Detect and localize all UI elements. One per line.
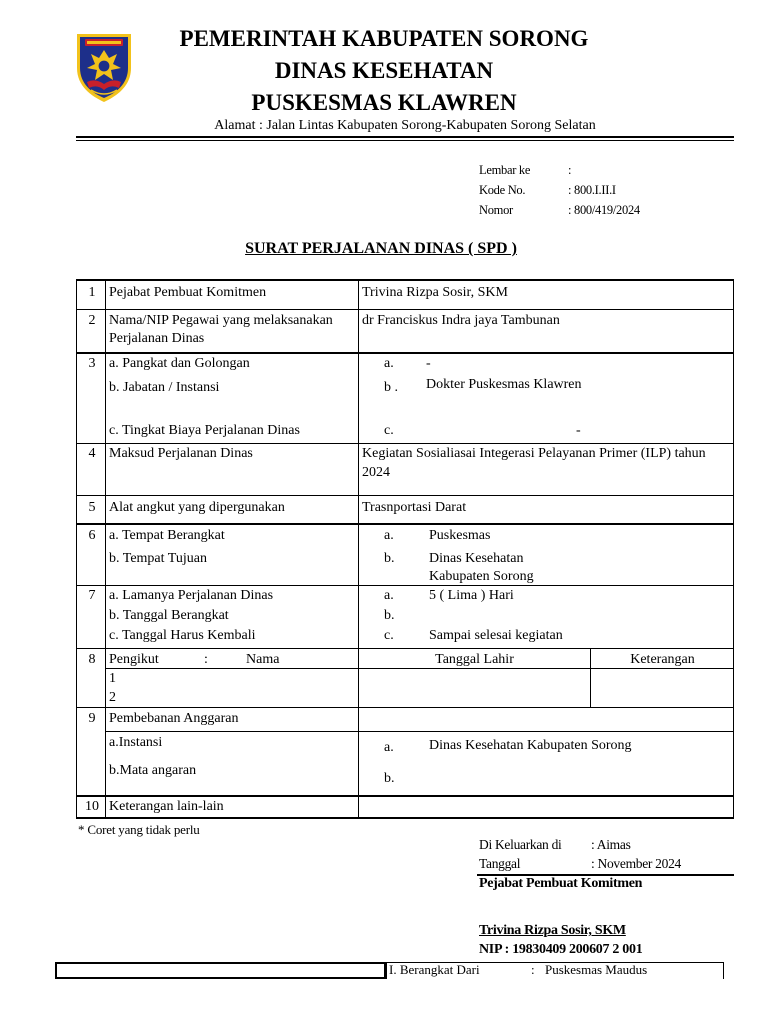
transport-label: Alat angkut yang dipergunakan: [109, 500, 285, 515]
row-divider: [77, 443, 733, 444]
document-title: SURAT PERJALANAN DINAS ( SPD ): [245, 240, 517, 257]
departure-from-label: I. Berangkat Dari: [389, 962, 480, 977]
row-number: 6: [88, 528, 96, 543]
item-key: b.: [384, 771, 395, 786]
header-address: Alamat : Jalan Lintas Kabupaten Sorong-Kabupaten Sorong Selatan: [214, 118, 596, 133]
purpose-label: Maksud Perjalanan Dinas: [109, 446, 253, 461]
other-notes-label: Keterangan lain-lain: [109, 799, 224, 814]
rank-label: a. Pangkat dan Golongan: [109, 356, 250, 371]
transport-value: Trasnportasi Darat: [362, 500, 467, 515]
item-key: b.: [384, 608, 395, 623]
item-key: a.: [384, 740, 394, 755]
row-number: 4: [88, 446, 96, 461]
agency-value: Dinas Kesehatan Kabupaten Sorong: [429, 738, 632, 753]
official-title: Pejabat Pembuat Komitmen: [479, 876, 643, 891]
row-divider: [77, 523, 733, 525]
meta-value: :: [568, 163, 572, 177]
row-divider: [77, 352, 733, 354]
position-label: b. Jabatan / Instansi: [109, 380, 220, 395]
col-divider-number: [105, 281, 106, 817]
destination-value-continued: Kabupaten Sorong: [429, 569, 534, 584]
return-date-label: c. Tanggal Harus Kembali: [109, 628, 256, 643]
item-key: a.: [384, 528, 394, 543]
companion-item-1: 1: [109, 671, 116, 686]
budget-label: Pembebanan Anggaran: [109, 711, 239, 726]
row-number: 1: [88, 285, 96, 300]
header-puskesmas: PUSKESMAS KLAWREN: [251, 90, 517, 115]
meta-label: Nomor: [479, 203, 513, 217]
row-number: 2: [88, 313, 96, 328]
duration-value: 5 ( Lima ) Hari: [429, 588, 514, 603]
row-number: 8: [88, 652, 96, 667]
row-divider: [77, 495, 733, 496]
companion-item-2: 2: [109, 690, 116, 705]
row-divider: [77, 309, 733, 310]
meta-value: : 800.I.II.I: [568, 183, 616, 197]
destination-value: Dinas Kesehatan: [429, 551, 524, 566]
budget-account-label: b.Mata angaran: [109, 763, 197, 778]
header-government: PEMERINTAH KABUPATEN SORONG: [179, 26, 589, 51]
row-divider: [106, 731, 734, 732]
departure-place-label: a. Tempat Berangkat: [109, 528, 225, 543]
destination-label: b. Tempat Tujuan: [109, 551, 207, 566]
commitment-official-label: Pejabat Pembuat Komitmen: [109, 285, 267, 300]
row-number: 9: [88, 711, 96, 726]
companion-colon: :: [204, 652, 208, 667]
header-department: DINAS KESEHATAN: [274, 58, 494, 83]
position-value: Dokter Puskesmas Klawren: [426, 377, 582, 392]
item-key: a.: [384, 356, 394, 371]
footnote: * Coret yang tidak perlu: [78, 822, 200, 837]
issued-date-value: : November 2024: [591, 856, 681, 871]
next-section-box-left: [55, 962, 386, 979]
header-rule-thick: [76, 136, 734, 138]
issued-place-label: Di Keluarkan di: [479, 837, 562, 852]
header-rule-thin: [76, 140, 734, 141]
meta-value: : 800/419/2024: [568, 203, 640, 217]
item-key: c.: [384, 423, 394, 438]
meta-label: Lembar ke: [479, 163, 531, 177]
meta-label: Kode No.: [479, 183, 526, 197]
duration-label: a. Lamanya Perjalanan Dinas: [109, 588, 274, 603]
spd-form-table: [76, 279, 734, 819]
companion-birthdate-header: Tanggal Lahir: [435, 652, 514, 667]
rank-value: -: [426, 356, 431, 371]
row-divider: [77, 585, 733, 586]
employee-label-continued: Perjalanan Dinas: [109, 331, 205, 346]
commitment-official-value: Trivina Rizpa Sosir, SKM: [362, 285, 508, 300]
departure-date-label: b. Tanggal Berangkat: [109, 608, 229, 623]
row-number: 7: [88, 588, 96, 603]
employee-value: dr Franciskus Indra jaya Tambunan: [362, 313, 560, 328]
employee-label: Nama/NIP Pegawai yang melaksanakan: [109, 313, 333, 328]
item-key: c.: [384, 628, 394, 643]
departure-from-value: Puskesmas Maudus: [545, 962, 648, 977]
row-number: 5: [88, 500, 96, 515]
issued-place-value: : Aimas: [591, 837, 631, 852]
row-number: 10: [85, 799, 99, 814]
cost-level-label: c. Tingkat Biaya Perjalanan Dinas: [109, 423, 300, 438]
agency-label: a.Instansi: [109, 735, 163, 750]
item-key: b .: [384, 380, 398, 395]
row-number: 3: [88, 356, 96, 371]
official-nip: NIP : 19830409 200607 2 001: [479, 942, 643, 957]
next-section-box-right: [386, 962, 724, 979]
col-divider-label: [358, 281, 359, 817]
cost-level-value: -: [576, 423, 581, 438]
purpose-value-continued: 2024: [362, 465, 390, 480]
issued-date-label: Tanggal: [479, 856, 521, 871]
return-date-value: Sampai selesai kegiatan: [429, 628, 563, 643]
official-name: Trivina Rizpa Sosir, SKM: [479, 923, 626, 938]
companion-name-header: Nama: [246, 652, 280, 667]
item-key: b.: [384, 551, 395, 566]
purpose-value: Kegiatan Sosialiasai Integerasi Pelayanan Primer (ILP) tahun: [362, 446, 706, 461]
companion-label: Pengikut: [109, 652, 159, 667]
row-divider: [77, 795, 733, 797]
companion-note-header: Keterangan: [630, 652, 695, 667]
departure-place-value: Puskesmas: [429, 528, 491, 543]
item-key: a.: [384, 588, 394, 603]
row-divider: [77, 648, 733, 649]
row-divider: [77, 707, 733, 708]
departure-from-colon: :: [531, 962, 535, 977]
